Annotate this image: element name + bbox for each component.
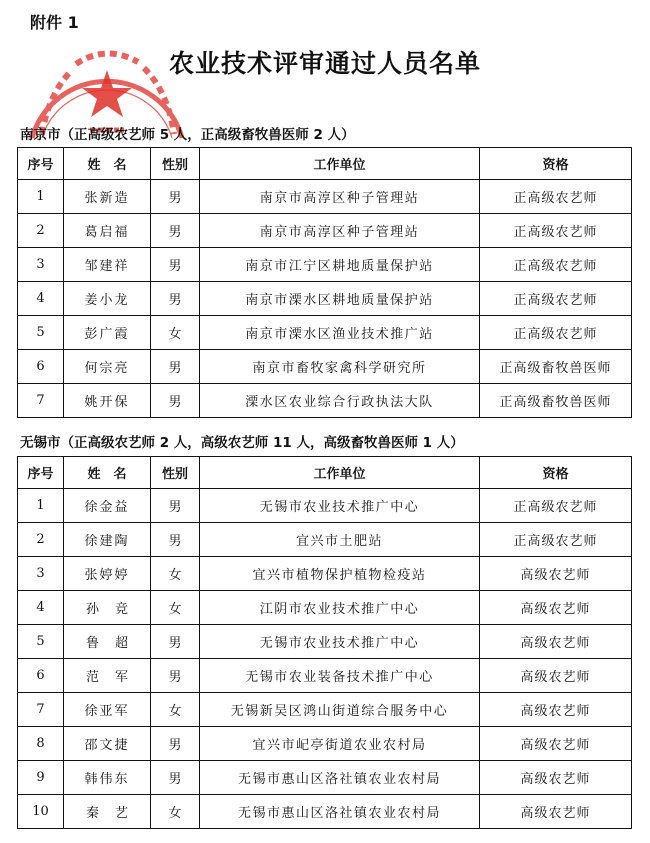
cell-name: 张婷婷	[64, 557, 151, 591]
cell-gender: 男	[151, 523, 200, 557]
cell-qual: 高级农艺师	[480, 625, 632, 659]
cell-gender: 女	[151, 316, 200, 350]
table-row	[18, 523, 632, 557]
cell-name: 彭广霞	[64, 316, 151, 350]
cell-unit: 无锡市农业装备技术推广中心	[200, 659, 480, 693]
cell-name: 姚开保	[64, 384, 151, 418]
table-header-row	[18, 457, 632, 489]
header-name: 姓 名	[64, 148, 151, 180]
header-qual: 资格	[480, 457, 632, 489]
cell-qual: 高级农艺师	[480, 557, 632, 591]
cell-name: 张新造	[64, 180, 151, 214]
cell-unit: 南京市高淳区种子管理站	[200, 214, 480, 248]
cell-gender: 男	[151, 214, 200, 248]
cell-gender: 女	[151, 591, 200, 625]
cell-gender: 男	[151, 489, 200, 523]
cell-qual: 正高级农艺师	[480, 523, 632, 557]
cell-no: 6	[18, 350, 64, 384]
cell-no: 2	[18, 523, 64, 557]
table-row	[18, 384, 632, 418]
cell-qual: 高级农艺师	[480, 761, 632, 795]
cell-no: 1	[18, 489, 64, 523]
cell-name: 邵文捷	[64, 727, 151, 761]
cell-qual: 正高级农艺师	[480, 214, 632, 248]
cell-qual: 高级农艺师	[480, 795, 632, 829]
cell-gender: 男	[151, 350, 200, 384]
header-no: 序号	[18, 457, 64, 489]
cell-name: 徐金益	[64, 489, 151, 523]
table-row	[18, 248, 632, 282]
wuxi-table	[17, 456, 632, 829]
cell-no: 9	[18, 761, 64, 795]
cell-qual: 正高级农艺师	[480, 282, 632, 316]
table-row	[18, 761, 632, 795]
cell-name: 何宗亮	[64, 350, 151, 384]
cell-name: 葛启福	[64, 214, 151, 248]
header-no: 序号	[18, 148, 64, 180]
table-row	[18, 727, 632, 761]
cell-unit: 无锡市惠山区洛社镇农业农村局	[200, 761, 480, 795]
cell-no: 4	[18, 591, 64, 625]
cell-no: 2	[18, 214, 64, 248]
cell-qual: 正高级畜牧兽医师	[480, 384, 632, 418]
cell-name: 邹建祥	[64, 248, 151, 282]
table-row	[18, 282, 632, 316]
table-row	[18, 557, 632, 591]
cell-gender: 男	[151, 761, 200, 795]
section-heading-wuxi: 无锡市（正高级农艺师 2 人，高级农艺师 11 人，高级畜牧兽医师 1 人）	[20, 435, 464, 451]
header-name: 姓 名	[64, 457, 151, 489]
table-row	[18, 659, 632, 693]
cell-gender: 女	[151, 693, 200, 727]
cell-unit: 无锡新吴区鸿山街道综合服务中心	[200, 693, 480, 727]
cell-no: 6	[18, 659, 64, 693]
cell-no: 3	[18, 557, 64, 591]
cell-unit: 无锡市惠山区洛社镇农业农村局	[200, 795, 480, 829]
cell-qual: 高级农艺师	[480, 591, 632, 625]
cell-qual: 正高级农艺师	[480, 248, 632, 282]
cell-name: 姜小龙	[64, 282, 151, 316]
cell-unit: 南京市溧水区渔业技术推广站	[200, 316, 480, 350]
cell-unit: 南京市高淳区种子管理站	[200, 180, 480, 214]
cell-gender: 女	[151, 795, 200, 829]
cell-qual: 高级农艺师	[480, 693, 632, 727]
cell-gender: 男	[151, 727, 200, 761]
header-qual: 资格	[480, 148, 632, 180]
cell-unit: 宜兴市屺亭街道农业农村局	[200, 727, 480, 761]
cell-qual: 正高级农艺师	[480, 489, 632, 523]
cell-gender: 男	[151, 282, 200, 316]
cell-qual: 正高级农艺师	[480, 316, 632, 350]
cell-no: 8	[18, 727, 64, 761]
cell-no: 1	[18, 180, 64, 214]
section-heading-nanjing: 南京市（正高级农艺师 5 人，正高级畜牧兽医师 2 人）	[20, 127, 355, 143]
cell-name: 鲁超	[64, 625, 151, 659]
cell-gender: 男	[151, 625, 200, 659]
cell-name: 徐建陶	[64, 523, 151, 557]
table-row	[18, 625, 632, 659]
cell-gender: 男	[151, 180, 200, 214]
cell-unit: 宜兴市植物保护植物检疫站	[200, 557, 480, 591]
cell-qual: 高级农艺师	[480, 659, 632, 693]
table-row	[18, 591, 632, 625]
header-gender: 性别	[151, 457, 200, 489]
cell-unit: 南京市江宁区耕地质量保护站	[200, 248, 480, 282]
cell-unit: 无锡市农业技术推广中心	[200, 625, 480, 659]
header-gender: 性别	[151, 148, 200, 180]
cell-no: 7	[18, 693, 64, 727]
cell-gender: 男	[151, 384, 200, 418]
table-row	[18, 350, 632, 384]
cell-gender: 男	[151, 248, 200, 282]
table-row	[18, 214, 632, 248]
cell-qual: 高级农艺师	[480, 727, 632, 761]
cell-no: 5	[18, 625, 64, 659]
cell-gender: 女	[151, 557, 200, 591]
header-unit: 工作单位	[200, 148, 480, 180]
cell-name: 孙竞	[64, 591, 151, 625]
cell-name: 范军	[64, 659, 151, 693]
table-row	[18, 795, 632, 829]
cell-name: 徐亚军	[64, 693, 151, 727]
cell-unit: 宜兴市土肥站	[200, 523, 480, 557]
cell-name: 秦艺	[64, 795, 151, 829]
table-row	[18, 180, 632, 214]
cell-no: 5	[18, 316, 64, 350]
cell-unit: 南京市溧水区耕地质量保护站	[200, 282, 480, 316]
cell-unit: 无锡市农业技术推广中心	[200, 489, 480, 523]
cell-gender: 男	[151, 659, 200, 693]
table-header-row	[18, 148, 632, 180]
attachment-label: 附件 1	[30, 13, 79, 32]
cell-no: 10	[18, 795, 64, 829]
cell-qual: 正高级农艺师	[480, 180, 632, 214]
cell-name: 韩伟东	[64, 761, 151, 795]
table-row	[18, 489, 632, 523]
cell-unit: 南京市畜牧家禽科学研究所	[200, 350, 480, 384]
table-row	[18, 693, 632, 727]
nanjing-table	[17, 147, 632, 418]
table-row	[18, 316, 632, 350]
cell-unit: 溧水区农业综合行政执法大队	[200, 384, 480, 418]
header-unit: 工作单位	[200, 457, 480, 489]
page-title: 农业技术评审通过人员名单	[168, 49, 481, 78]
cell-no: 7	[18, 384, 64, 418]
cell-unit: 江阴市农业技术推广中心	[200, 591, 480, 625]
cell-qual: 正高级畜牧兽医师	[480, 350, 632, 384]
cell-no: 3	[18, 248, 64, 282]
cell-no: 4	[18, 282, 64, 316]
